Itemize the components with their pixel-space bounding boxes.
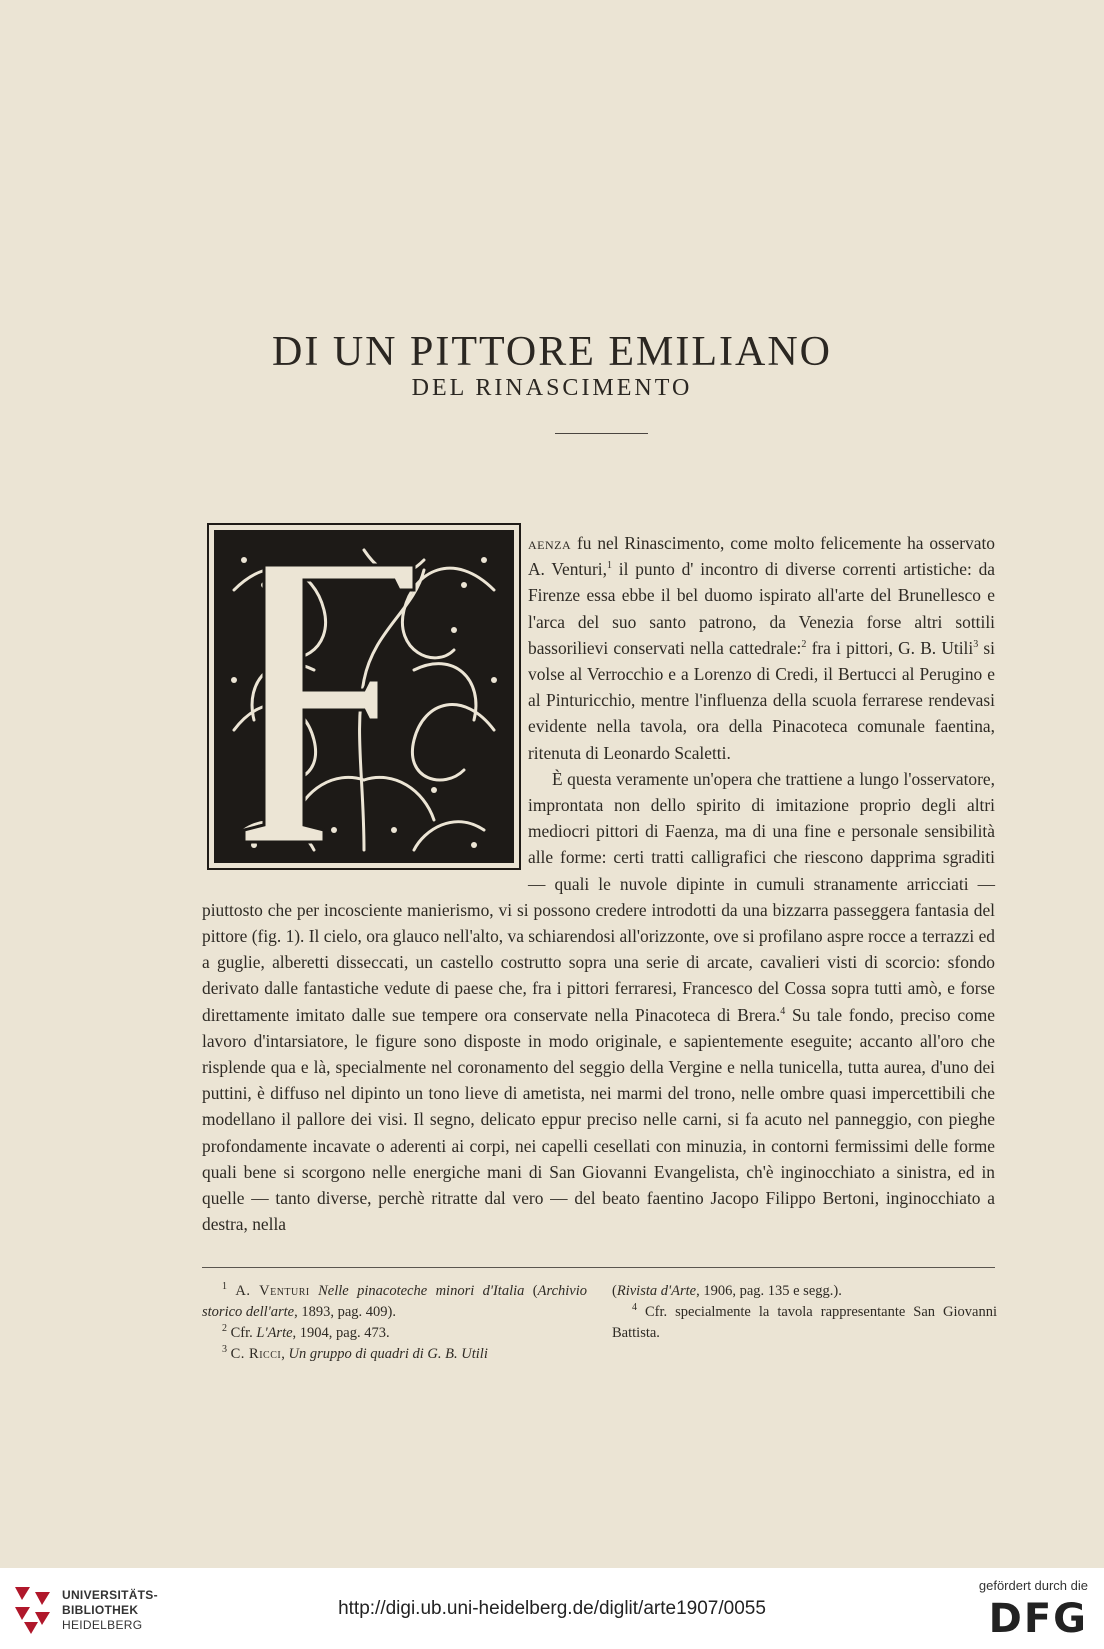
dfg-logo: DFG [988, 1596, 1088, 1642]
article-subtitle: DEL RINASCIMENTO [411, 375, 693, 401]
footnote-4: $^4$ Cfr. specialmente la tavola rappresentante San Giovanni Battista. [612, 1302, 997, 1341]
paragraph-2: È questa veramente un'opera che trattiene a lungo l'osservatore, improntata non dello spirito di imitazione proprio degli altri mediocri pittori di Faenza, ma di una fine e personale sensibilità alle forme: certi tratti calligrafici che riescono dapprima sgraditi — quali le nuvole dipinte in cumuli stranamente arricciati — piuttosto che per incosciente manierismo, vi si possono credere introdotti da una bizzarra passeggera fantasia del pittore (fig. 1). Il cielo, ora glauco nell'alto, va schiarendosi all'orizzonte, ove si profilano aspre rocce a terrazzi ed a guglie, alberetti disseccati, un castello costrutto sopra una serie di arcate, cavalieri visti di scorcio: sfondo derivato dalle fantastiche vedute di paese che, fra i pittori ferraresi, Francesco del Cossa sopra tutti amò, e forse direttamente imitato dalle sue tempere ora conservate nella Pinacoteca di Brera.$^4$ Su tale fondo, preciso come lavoro d'intarsiatore, le figure sono disposte in modo originale, e sapientemente eseguite; accanto all'oro che risplende qua e là, specialmente nel coronamento del seggio della Vergine e nella tunicella, tutta aurea, d'uno dei puttini, è diffuso nel dipinto un tono lieve di ametista, nei marmi del trono, nelle ombre quasi impercettibili che modellano il pallore dei visi. Il segno, delicato eppur preciso nelle carni, si fa acuto nel panneggio, con pieghe profondamente incavate o aderenti ai corpi, nei capelli cesellati con minuzia, in contorni fermissimi delle forme quali bene si scorgono nelle energiche mani di San Giovanni Evangelista, ch'è inginocchiato a sinistra, ed in quelle — tanto diverse, perchè ritratte dal vero — del beato faentino Jacopo Filippo Bertoni, inginocchiato a destra, nella [202, 768, 995, 1235]
article-body [202, 530, 995, 1237]
footnotes-left-column [202, 1281, 587, 1365]
viewer-footer [0, 1568, 1104, 1649]
footnote-2: $^2$ Cfr. L'Arte, 1904, pag. 473. [222, 1323, 390, 1341]
footnote-ref-2[interactable]: 2 [801, 639, 807, 651]
footnote-ref-1[interactable]: 1 [606, 560, 612, 572]
university-library-name: UNIVERSITÄTS- BIBLIOTHEK HEIDELBERG [62, 1588, 158, 1632]
permalink[interactable]: http://digi.ub.uni-heidelberg.de/diglit/arte1907/0055 [338, 1598, 766, 1619]
footnote-divider [202, 1267, 995, 1268]
article-title: DI UN PITTORE EMILIANO [272, 329, 832, 376]
footnote-3-continued: (Rivista d'Arte, 1906, pag. 135 e segg.). [612, 1283, 842, 1299]
title-divider [555, 433, 648, 434]
footnote-ref-4[interactable]: 4 [780, 1005, 786, 1017]
footnote-1: $^1$ A. Venturi Nelle pinacoteche minori d'Italia (Archivio storico dell'arte, 1893, pag. 409). [202, 1281, 587, 1320]
footnote-3: $^3$ C. Ricci, Un gruppo di quadri di G. B. Utili [222, 1344, 488, 1362]
footnotes-right-column [612, 1281, 997, 1344]
dropcap-continuation: aenza [528, 533, 572, 553]
paragraph-1: aenza fu nel Rinascimento, come molto felicemente ha osservato A. Venturi,$^1$ il punto d' incontro di diverse correnti artistiche: da Firenze essa ebbe il bel duomo ispirato all'arte del Brunellesco e l'arca del suo santo patrono, da Venezia forse altri sottili bassorilievi conservati nella cattedrale:$^2$ fra i pittori, G. B. Utili$^3$ si volse al Verrocchio e a Lorenzo di Credi, il Bertucci al Perugino e al Pinturicchio, mentre l'influenza della scuola ferrarese rendevasi evidente nella tavola, ora della Pinacoteca comunale faentina, ritenuta di Leonardo Scaletti. [528, 533, 995, 763]
footnote-ref-3[interactable]: 3 [973, 639, 979, 651]
funding-caption: gefördert durch die [978, 1578, 1088, 1593]
